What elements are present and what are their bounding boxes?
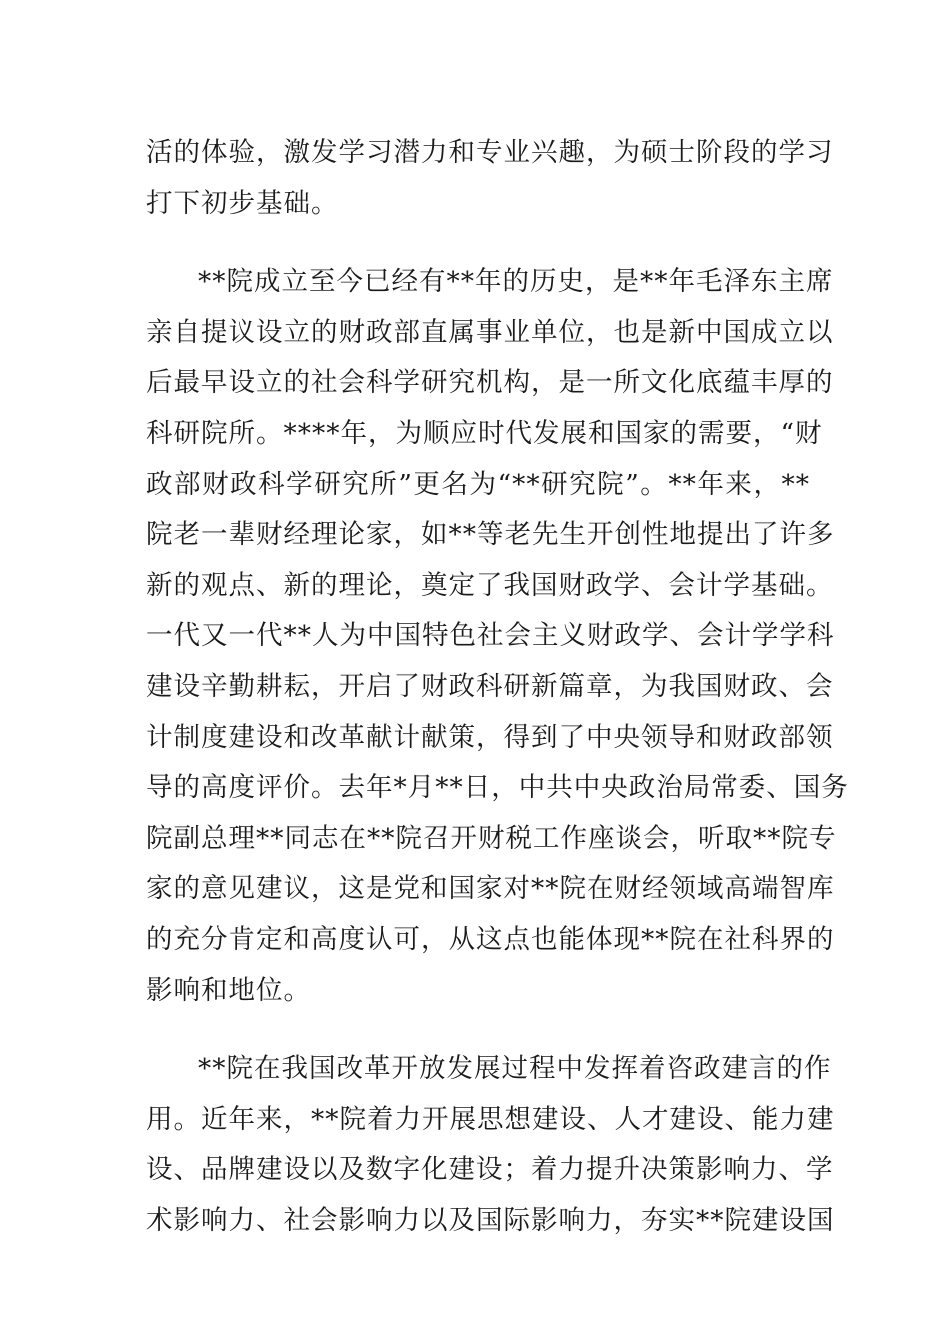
document-body — [146, 128, 849, 1246]
text-line: 设、品牌建设以及数字化建设；着力提升决策影响力、学 — [146, 1154, 834, 1186]
text-line: 活的体验，激发学习潜力和专业兴趣，为硕士阶段的学习 — [146, 137, 834, 168]
text-line: **院在我国改革开放发展过程中发挥着咨政建言的作 — [198, 1053, 832, 1085]
text-line: 一代又一代**人为中国特色社会主义财政学、会计学学科 — [146, 620, 835, 652]
text-line: 导的高度评价。去年*月**日，中共中央政治局常委、国务 — [146, 772, 849, 804]
text-line: 后最早设立的社会科学研究机构，是一所文化底蕴丰厚的 — [146, 367, 834, 399]
text-line: 院老一辈财经理论家，如**等老先生开创性地提出了许多 — [146, 519, 835, 551]
paragraph — [146, 128, 834, 229]
text-line: 影响和地位。 — [146, 974, 311, 1006]
paragraph — [146, 257, 849, 1016]
text-line: 的充分肯定和高度认可，从这点也能体现**院在社科界的 — [146, 923, 835, 955]
text-line: **院成立至今已经有**年的历史，是**年毛泽东主席 — [198, 266, 834, 298]
text-line: 打下初步基础。 — [146, 187, 339, 219]
paragraph-spacing — [146, 229, 810, 257]
text-line: 科研院所。****年，为顺应时代发展和国家的需要，“财 — [146, 417, 823, 449]
text-line: 家的意见建议，这是党和国家对**院在财经领域高端智库 — [146, 873, 835, 905]
text-line: 政部财政科学研究所”更名为“**研究院”。**年来，** — [146, 468, 810, 500]
text-line: 建设辛勤耕耘，开启了财政科研新篇章，为我国财政、会 — [146, 670, 834, 702]
paragraph — [146, 1044, 835, 1246]
text-line: 亲自提议设立的财政部直属事业单位，也是新中国成立以 — [146, 316, 834, 348]
text-line: 计制度建设和改革献计献策，得到了中央领导和财政部领 — [146, 721, 834, 753]
text-line: 新的观点、新的理论，奠定了我国财政学、会计学基础。 — [146, 569, 834, 601]
text-line: 用。近年来，**院着力开展思想建设、人才建设、能力建 — [146, 1103, 835, 1135]
text-line: 术影响力、社会影响力以及国际影响力，夯实**院建设国 — [146, 1204, 835, 1236]
text-line: 院副总理**同志在**院召开财税工作座谈会，听取**院专 — [146, 822, 837, 854]
paragraph-spacing — [146, 1016, 810, 1044]
